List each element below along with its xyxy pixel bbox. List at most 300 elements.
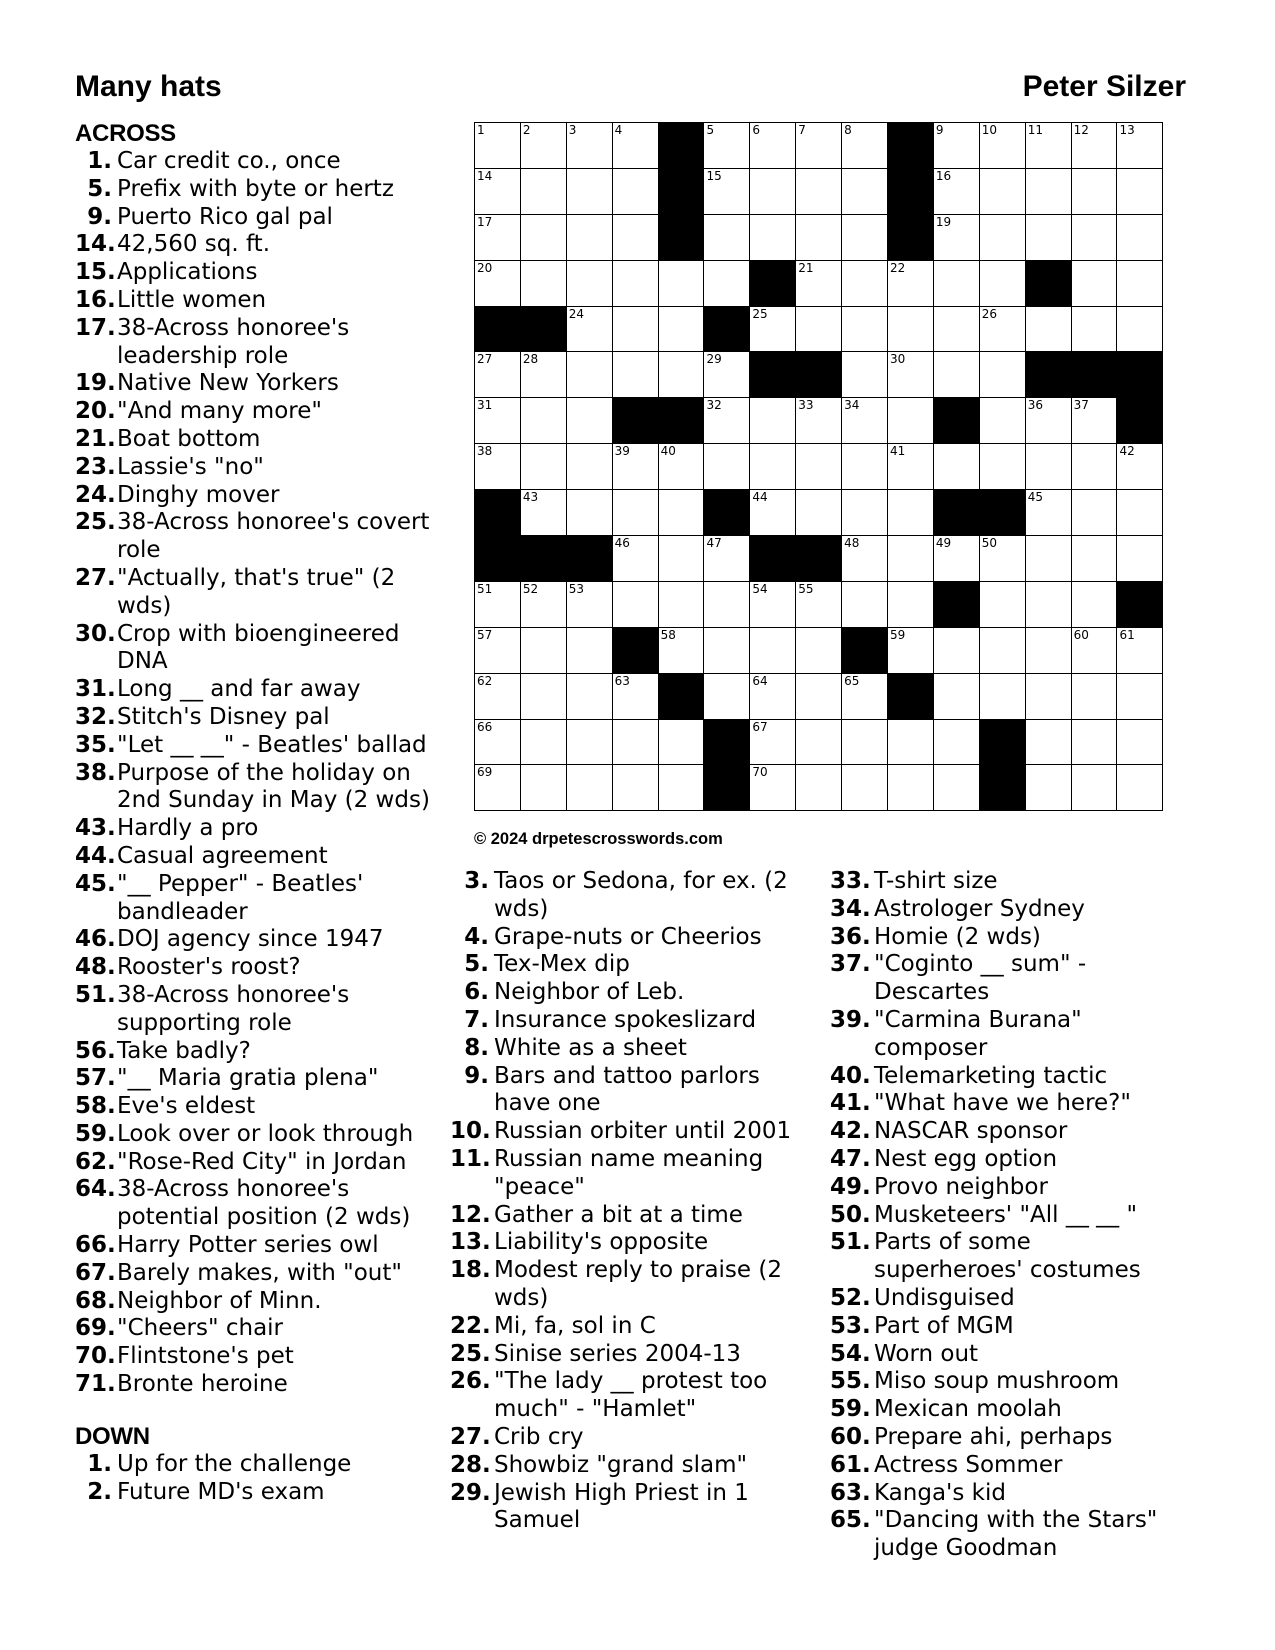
clue-number: 28.	[450, 1451, 491, 1478]
black-square	[888, 214, 934, 260]
black-square	[566, 536, 612, 582]
black-square	[658, 214, 704, 260]
cell-number: 62	[477, 673, 493, 688]
grid-cell[interactable]	[933, 719, 979, 765]
grid-cell[interactable]	[750, 123, 796, 169]
cell-number: 40	[660, 444, 676, 459]
grid-cell[interactable]	[612, 490, 658, 536]
grid-cell[interactable]	[842, 398, 888, 444]
grid-cell[interactable]	[979, 352, 1025, 398]
grid-cell[interactable]	[796, 214, 842, 260]
grid-cell[interactable]	[612, 214, 658, 260]
grid-cell[interactable]	[842, 490, 888, 536]
clue-text: Musketeers' "All __ __ "	[874, 1201, 1138, 1228]
grid-cell[interactable]	[520, 765, 566, 811]
clue-number: 62.	[75, 1148, 116, 1175]
clue-text: Prefix with byte or hertz	[117, 175, 394, 202]
grid-cell[interactable]	[704, 536, 750, 582]
grid-cell[interactable]	[704, 673, 750, 719]
grid-cell[interactable]	[888, 627, 934, 673]
grid-cell[interactable]	[1071, 490, 1117, 536]
across-clue	[75, 871, 445, 927]
down-clue-list-part-2	[450, 868, 820, 1535]
cell-number: 66	[477, 719, 493, 734]
clue-text: Astrologer Sydney	[874, 895, 1085, 922]
grid-cell[interactable]	[888, 490, 934, 536]
grid-cell[interactable]	[1025, 627, 1071, 673]
grid-cell[interactable]	[1025, 765, 1071, 811]
grid-cell[interactable]	[475, 398, 521, 444]
grid-cell[interactable]	[796, 260, 842, 306]
across-clue	[75, 1315, 445, 1343]
down-clue	[830, 1341, 1165, 1369]
grid-cell[interactable]	[933, 673, 979, 719]
grid-cell[interactable]	[842, 214, 888, 260]
grid-cell[interactable]	[612, 306, 658, 352]
grid-cell[interactable]	[612, 673, 658, 719]
grid-cell[interactable]	[888, 719, 934, 765]
cell-number: 50	[981, 536, 998, 551]
grid-cell[interactable]	[750, 627, 796, 673]
grid-cell[interactable]	[658, 260, 704, 306]
black-square	[475, 536, 521, 582]
grid-cell[interactable]	[1071, 536, 1117, 582]
grid-cell[interactable]	[842, 123, 888, 169]
grid-cell[interactable]	[658, 627, 704, 673]
grid-cell[interactable]	[888, 260, 934, 306]
down-clue	[830, 1007, 1165, 1063]
grid-cell[interactable]	[888, 352, 934, 398]
grid-cell[interactable]	[1117, 536, 1163, 582]
grid-cell[interactable]	[1117, 490, 1163, 536]
clue-text: Insurance spokeslizard	[494, 1006, 757, 1033]
grid-cell[interactable]	[1025, 490, 1071, 536]
grid-cell[interactable]	[704, 352, 750, 398]
grid-cell[interactable]	[933, 352, 979, 398]
grid-cell[interactable]	[842, 168, 888, 214]
grid-cell[interactable]	[750, 168, 796, 214]
grid-cell[interactable]	[842, 306, 888, 352]
across-clue	[75, 1176, 445, 1232]
grid-cell[interactable]	[566, 673, 612, 719]
grid-cell[interactable]	[842, 765, 888, 811]
grid-cell[interactable]	[979, 398, 1025, 444]
down-clue	[830, 1063, 1165, 1091]
grid-cell[interactable]	[520, 719, 566, 765]
clue-text: Nest egg option	[874, 1145, 1058, 1172]
cell-number: 13	[1119, 123, 1135, 137]
down-clue	[450, 1229, 820, 1257]
grid-cell[interactable]	[1025, 444, 1071, 490]
grid-cell[interactable]	[1117, 444, 1163, 490]
grid-cell[interactable]	[1071, 673, 1117, 719]
grid-cell[interactable]	[1071, 581, 1117, 627]
grid-cell[interactable]	[842, 581, 888, 627]
grid-cell[interactable]	[475, 627, 521, 673]
grid-cell[interactable]	[842, 719, 888, 765]
grid-row	[475, 306, 1163, 352]
black-square	[658, 398, 704, 444]
grid-cell[interactable]	[1025, 536, 1071, 582]
grid-cell[interactable]	[750, 719, 796, 765]
black-square	[933, 398, 979, 444]
grid-cell[interactable]	[1025, 123, 1071, 169]
grid-cell[interactable]	[612, 719, 658, 765]
grid-cell[interactable]	[1117, 719, 1163, 765]
grid-cell[interactable]	[888, 306, 934, 352]
grid-cell[interactable]	[704, 398, 750, 444]
grid-cell[interactable]	[1117, 123, 1163, 169]
grid-cell[interactable]	[796, 444, 842, 490]
grid-cell[interactable]	[933, 765, 979, 811]
clue-text: "Let __ __" - Beatles' ballad	[117, 731, 427, 758]
cell-number: 32	[706, 398, 722, 413]
grid-cell[interactable]	[1117, 260, 1163, 306]
grid-cell[interactable]	[612, 444, 658, 490]
grid-cell[interactable]	[566, 719, 612, 765]
grid-cell[interactable]	[750, 214, 796, 260]
grid-cell[interactable]	[1025, 306, 1071, 352]
grid-cell[interactable]	[796, 765, 842, 811]
grid-cell[interactable]	[842, 260, 888, 306]
grid-cell[interactable]	[475, 352, 521, 398]
grid-cell[interactable]	[520, 260, 566, 306]
across-clue	[75, 1232, 445, 1260]
clue-text: Worn out	[874, 1340, 979, 1367]
grid-cell[interactable]	[933, 306, 979, 352]
clue-number: 4.	[464, 923, 489, 950]
clue-number: 5.	[464, 951, 489, 978]
grid-cell[interactable]	[475, 260, 521, 306]
grid-cell[interactable]	[933, 260, 979, 306]
clue-text: Kanga's kid	[874, 1479, 1006, 1506]
clue-text: Long __ and far away	[117, 676, 361, 703]
grid-cell[interactable]	[566, 214, 612, 260]
across-clue	[75, 954, 445, 982]
clue-text: "Carmina Burana" composer	[874, 1006, 1082, 1061]
grid-cell[interactable]	[566, 260, 612, 306]
clue-text: Rooster's roost?	[117, 954, 301, 981]
down-clue	[830, 1507, 1165, 1563]
grid-cell[interactable]	[566, 398, 612, 444]
grid-cell[interactable]	[704, 168, 750, 214]
clue-text: Crib cry	[494, 1423, 584, 1450]
grid-cell[interactable]	[658, 581, 704, 627]
grid-cell[interactable]	[979, 581, 1025, 627]
grid-cell[interactable]	[1071, 719, 1117, 765]
cell-number: 2	[522, 123, 531, 137]
grid-cell[interactable]	[566, 444, 612, 490]
cell-number: 22	[890, 260, 906, 275]
grid-cell[interactable]	[475, 719, 521, 765]
grid-cell[interactable]	[612, 260, 658, 306]
grid-cell[interactable]	[796, 123, 842, 169]
cell-number: 19	[935, 214, 952, 229]
cell-number: 59	[890, 627, 906, 642]
grid-cell[interactable]	[520, 673, 566, 719]
clue-number: 25.	[75, 509, 116, 536]
down-clue	[830, 868, 1165, 896]
clue-number: 13.	[450, 1229, 491, 1256]
grid-cell[interactable]	[750, 306, 796, 352]
grid-cell[interactable]	[1071, 306, 1117, 352]
grid-row	[475, 398, 1163, 444]
grid-cell[interactable]	[1025, 581, 1071, 627]
grid-cell[interactable]	[658, 352, 704, 398]
cell-number: 41	[890, 444, 906, 459]
grid-cell[interactable]	[888, 765, 934, 811]
grid-cell[interactable]	[750, 490, 796, 536]
grid-cell[interactable]	[796, 490, 842, 536]
black-square	[658, 168, 704, 214]
grid-cell[interactable]	[796, 168, 842, 214]
grid-cell[interactable]	[796, 398, 842, 444]
grid-cell[interactable]	[979, 123, 1025, 169]
grid-cell[interactable]	[520, 490, 566, 536]
clue-text: 38-Across honoree's leadership role	[117, 314, 350, 369]
cell-number: 10	[981, 123, 998, 137]
clue-text: Little women	[117, 286, 267, 313]
grid-cell[interactable]	[1071, 214, 1117, 260]
grid-cell[interactable]	[933, 214, 979, 260]
clue-number: 19.	[75, 370, 116, 397]
grid-cell[interactable]	[1071, 168, 1117, 214]
down-clue	[450, 1313, 820, 1341]
grid-cell[interactable]	[888, 444, 934, 490]
grid-cell[interactable]	[1117, 765, 1163, 811]
grid-cell[interactable]	[796, 673, 842, 719]
copyright-notice: © 2024 drpetescrosswords.com	[474, 830, 723, 848]
across-clue	[75, 231, 445, 259]
grid-cell[interactable]	[566, 352, 612, 398]
clue-number: 6.	[464, 979, 489, 1006]
grid-cell[interactable]	[796, 581, 842, 627]
grid-cell[interactable]	[888, 536, 934, 582]
black-square	[933, 581, 979, 627]
cell-number: 6	[752, 123, 760, 137]
clue-number: 53.	[830, 1312, 871, 1339]
clue-number: 58.	[75, 1093, 116, 1120]
grid-cell[interactable]	[566, 168, 612, 214]
grid-cell[interactable]	[520, 398, 566, 444]
grid-cell[interactable]	[750, 398, 796, 444]
grid-cell[interactable]	[842, 444, 888, 490]
grid-cell[interactable]	[658, 444, 704, 490]
grid-cell[interactable]	[475, 444, 521, 490]
cell-number: 4	[614, 123, 623, 137]
grid-cell[interactable]	[750, 765, 796, 811]
grid-cell[interactable]	[842, 673, 888, 719]
clue-text: Applications	[117, 259, 258, 286]
grid-cell[interactable]	[566, 490, 612, 536]
grid-cell[interactable]	[658, 765, 704, 811]
black-square	[979, 719, 1025, 765]
grid-cell[interactable]	[520, 444, 566, 490]
grid-cell[interactable]	[1117, 627, 1163, 673]
clue-text: Mi, fa, sol in C	[494, 1312, 656, 1339]
grid-cell[interactable]	[520, 123, 566, 169]
grid-cell[interactable]	[520, 627, 566, 673]
grid-cell[interactable]	[612, 765, 658, 811]
grid-cell[interactable]	[888, 581, 934, 627]
grid-cell[interactable]	[704, 260, 750, 306]
clue-number: 43.	[75, 815, 116, 842]
grid-cell[interactable]	[796, 719, 842, 765]
grid-cell[interactable]	[475, 673, 521, 719]
down-clue	[830, 1174, 1165, 1202]
grid-cell[interactable]	[520, 352, 566, 398]
grid-row	[475, 627, 1163, 673]
clue-number: 59.	[75, 1120, 116, 1147]
grid-cell[interactable]	[704, 123, 750, 169]
grid-cell[interactable]	[704, 581, 750, 627]
black-square	[658, 673, 704, 719]
across-clue	[75, 315, 445, 371]
grid-cell[interactable]	[612, 352, 658, 398]
grid-cell[interactable]	[979, 306, 1025, 352]
grid-cell[interactable]	[1071, 444, 1117, 490]
clue-text: Parts of some superheroes' costumes	[874, 1229, 1141, 1284]
grid-cell[interactable]	[933, 627, 979, 673]
grid-cell[interactable]	[566, 123, 612, 169]
black-square	[704, 490, 750, 536]
across-clue	[75, 676, 445, 704]
grid-cell[interactable]	[566, 765, 612, 811]
grid-cell[interactable]	[979, 214, 1025, 260]
clue-number: 71.	[75, 1371, 116, 1398]
grid-cell[interactable]	[475, 581, 521, 627]
across-heading: ACROSS	[75, 120, 176, 147]
grid-cell[interactable]	[979, 673, 1025, 719]
clue-text: "Rose-Red City" in Jordan	[117, 1148, 407, 1175]
grid-cell[interactable]	[612, 536, 658, 582]
grid-cell[interactable]	[475, 123, 521, 169]
grid-cell[interactable]	[1117, 214, 1163, 260]
grid-cell[interactable]	[1071, 123, 1117, 169]
grid-cell[interactable]	[520, 168, 566, 214]
grid-cell[interactable]	[612, 581, 658, 627]
black-square	[750, 352, 796, 398]
black-square	[888, 168, 934, 214]
grid-cell[interactable]	[933, 168, 979, 214]
cell-number: 54	[752, 581, 768, 596]
clue-text: Stitch's Disney pal	[117, 703, 330, 730]
grid-cell[interactable]	[1071, 627, 1117, 673]
down-clue	[75, 1479, 445, 1507]
clue-number: 38.	[75, 759, 116, 786]
grid-cell[interactable]	[979, 260, 1025, 306]
down-clue	[830, 1090, 1165, 1118]
cell-number: 60	[1073, 627, 1089, 642]
grid-cell[interactable]	[842, 536, 888, 582]
clue-text: DOJ agency since 1947	[117, 926, 384, 953]
clue-number: 8.	[464, 1034, 489, 1061]
grid-cell[interactable]	[1025, 168, 1071, 214]
grid-cell[interactable]	[475, 214, 521, 260]
clue-text: Russian name meaning "peace"	[494, 1145, 764, 1200]
grid-cell[interactable]	[566, 627, 612, 673]
grid-cell[interactable]	[612, 123, 658, 169]
cell-number: 67	[752, 719, 768, 734]
grid-cell[interactable]	[1117, 306, 1163, 352]
cell-number: 25	[752, 306, 768, 321]
clue-number: 40.	[830, 1062, 871, 1089]
grid-cell[interactable]	[933, 123, 979, 169]
grid-cell[interactable]	[842, 352, 888, 398]
grid-cell[interactable]	[750, 581, 796, 627]
clue-number: 25.	[450, 1340, 491, 1367]
down-clue-list-part-1	[75, 1451, 445, 1507]
grid-cell[interactable]	[1071, 260, 1117, 306]
grid-cell[interactable]	[933, 444, 979, 490]
grid-cell[interactable]	[1071, 398, 1117, 444]
grid-cell[interactable]	[888, 398, 934, 444]
grid-cell[interactable]	[1025, 214, 1071, 260]
grid-cell[interactable]	[704, 444, 750, 490]
grid-cell[interactable]	[750, 673, 796, 719]
grid-cell[interactable]	[933, 536, 979, 582]
grid-cell[interactable]	[520, 581, 566, 627]
clue-text: Jewish High Priest in 1 Samuel	[494, 1479, 749, 1534]
across-clue	[75, 287, 445, 315]
grid-cell[interactable]	[612, 168, 658, 214]
grid-row	[475, 168, 1163, 214]
grid-cell[interactable]	[979, 168, 1025, 214]
grid-cell[interactable]	[704, 214, 750, 260]
grid-cell[interactable]	[979, 444, 1025, 490]
black-square	[888, 123, 934, 169]
grid-cell[interactable]	[658, 306, 704, 352]
puzzle-author: Peter Silzer	[1022, 70, 1186, 103]
clue-text: Take badly?	[117, 1037, 251, 1064]
clue-text: "What have we here?"	[874, 1090, 1131, 1117]
down-clue-list-part-3	[830, 868, 1165, 1563]
cell-number: 27	[477, 352, 493, 367]
grid-cell[interactable]	[566, 581, 612, 627]
grid-cell[interactable]	[1071, 765, 1117, 811]
grid-cell[interactable]	[475, 168, 521, 214]
grid-cell[interactable]	[1025, 719, 1071, 765]
cell-number: 38	[477, 444, 493, 459]
clue-text: "__ Maria gratia plena"	[117, 1065, 379, 1092]
grid-cell[interactable]	[979, 536, 1025, 582]
grid-cell[interactable]	[1025, 398, 1071, 444]
grid-cell[interactable]	[658, 490, 704, 536]
clue-number: 22.	[450, 1312, 491, 1339]
black-square	[520, 536, 566, 582]
across-clue	[75, 1121, 445, 1149]
grid-cell[interactable]	[475, 765, 521, 811]
grid-cell[interactable]	[750, 444, 796, 490]
grid-cell[interactable]	[979, 627, 1025, 673]
down-clue	[450, 868, 820, 924]
cell-number: 11	[1027, 123, 1043, 137]
clue-text: "And many more"	[117, 398, 322, 425]
clue-text: 38-Across honoree's potential position (2 wds)	[117, 1176, 411, 1231]
grid-cell[interactable]	[796, 627, 842, 673]
grid-cell[interactable]	[520, 214, 566, 260]
grid-cell[interactable]	[704, 627, 750, 673]
grid-cell[interactable]	[658, 719, 704, 765]
grid-cell[interactable]	[796, 306, 842, 352]
grid-cell[interactable]	[1117, 673, 1163, 719]
grid-cell[interactable]	[566, 306, 612, 352]
across-clue	[75, 1260, 445, 1288]
grid-cell[interactable]	[658, 536, 704, 582]
grid-cell[interactable]	[1117, 168, 1163, 214]
clue-number: 18.	[450, 1257, 491, 1284]
grid-cell[interactable]	[1025, 673, 1071, 719]
